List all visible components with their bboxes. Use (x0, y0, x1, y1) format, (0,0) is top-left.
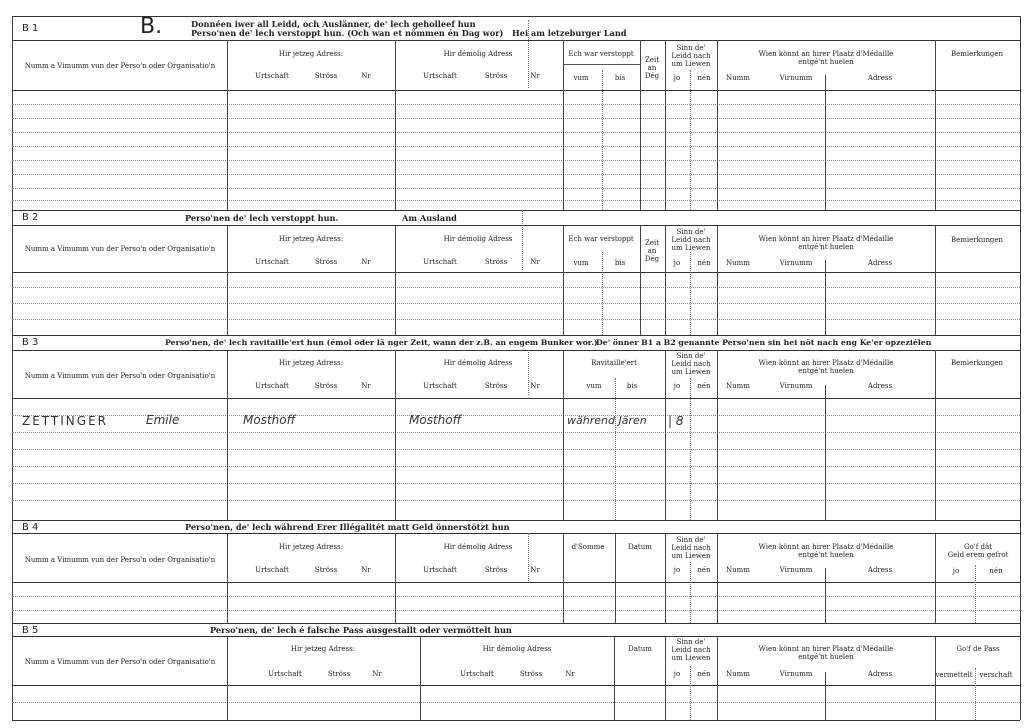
b5-header-street: Ströss (327, 670, 351, 678)
b4-header-medal-1: Wien könnt an hirer Plaatz d'Médaille (758, 543, 894, 551)
b5-header-pass: Go'f de Pass (956, 645, 1000, 653)
b4-header-current-address: Hir jetzeg Adress: (278, 543, 344, 551)
b1-header-yes: jo (673, 74, 681, 82)
b3-header-address: Adress (867, 382, 893, 390)
b5-header-locality: Urtschaft (268, 670, 302, 678)
entry-name: ZETTINGER (22, 414, 108, 428)
b2-header-no: nén (697, 259, 711, 267)
b2-header-street: Ströss (314, 258, 338, 266)
b1-header-number: Nr (361, 72, 371, 80)
b4-header-somme: d'Somme (571, 543, 605, 551)
entry-former-place: Mosthoff (409, 413, 462, 427)
b3-header-remarks: Bemierkungen (950, 359, 1004, 367)
b4-header-number-2: Nr (530, 566, 540, 574)
b1-header-locality: Urtschaft (255, 72, 289, 80)
b5-header-firstname: Virnumm (779, 670, 813, 678)
b4-header-suffered-3: um Liewen (671, 552, 711, 560)
section-b3-code: B 3 (22, 337, 39, 348)
b4-header-no-2: nén (989, 567, 1003, 575)
b1-header-no: nén (697, 74, 711, 82)
b1-header-medal-1: Wien könnt an hirer Plaatz d'Médaille (758, 50, 894, 58)
b5-header-medal-1: Wien könnt an hirer Plaatz d'Médaille (758, 645, 894, 653)
b5-header-former-address: Hir démolig Adress (482, 645, 552, 653)
b2-header-time-2: an (647, 247, 657, 255)
b2-header-locality-2: Urtschaft (423, 258, 457, 266)
b3-header-current-address: Hir jetzeg Adress: (278, 359, 344, 367)
b3-header-surname: Numm (726, 382, 750, 390)
section-b3-note: De' önner B1 a B2 genannte Perso'nen sin hei nöt nach eng Ke'er opzeziélen (596, 338, 932, 347)
b3-header-yes: jo (673, 382, 681, 390)
section-b1-code: B 1 (22, 23, 39, 34)
b4-header-locality: Urtschaft (255, 566, 289, 574)
b5-header-no: nén (697, 670, 711, 678)
b3-header-ravitailleert: Ravitaille'ert (591, 359, 637, 367)
b5-header-current-address: Hir jetzeg Adress: (290, 645, 356, 653)
section-b1-title-line2: Perso'nen de' lech verstoppt hun. (Och wan et nömmen én Dag wor) (191, 28, 504, 38)
b2-header-remarks: Bemierkungen (950, 236, 1004, 244)
section-b2-code: B 2 (22, 212, 39, 223)
b4-header-suffered-2: Leidd nach (671, 544, 711, 552)
b2-header-to: bis (614, 259, 626, 267)
b3-header-number: Nr (361, 382, 371, 390)
b1-header-time-3: Dég (644, 72, 660, 80)
b1-header-time-2: an (647, 64, 657, 72)
b4-header-medal-2: entgé'nt huelen (798, 551, 854, 559)
b4-header-street: Ströss (314, 566, 338, 574)
b1-header-surname: Numm (726, 74, 750, 82)
b3-header-medal-1: Wien könnt an hirer Plaatz d'Médaille (758, 359, 894, 367)
b1-header-name: Numm a Vimumm vun der Perso'n oder Organisatio'n (24, 62, 216, 70)
section-b5-code: B 5 (22, 625, 39, 636)
b2-header-current-address: Hir jetzeg Adress: (278, 235, 344, 243)
b3-header-street: Ströss (314, 382, 338, 390)
b5-header-suffered-1: Sinn de' (676, 638, 706, 646)
b5-header-surname: Numm (726, 670, 750, 678)
b1-header-address: Adress (867, 74, 893, 82)
b4-header-surname: Numm (726, 566, 750, 574)
entry-current-place: Mosthoff (243, 413, 296, 427)
b4-header-number: Nr (361, 566, 371, 574)
b1-header-to: bis (614, 74, 626, 82)
b3-header-firstname: Virnumm (779, 382, 813, 390)
b1-header-remarks: Bemierkungen (950, 50, 1004, 58)
b2-header-name: Numm a Vimumm vun der Perso'n oder Organisatio'n (24, 245, 216, 253)
section-b1-title-place: Hei am letzeburger Land (512, 28, 627, 38)
b2-header-yes: jo (673, 259, 681, 267)
b1-header-suffered-2: Leidd nach (671, 52, 711, 60)
b4-header-date: Datum (628, 543, 652, 551)
b3-header-suffered-1: Sinn de' (676, 352, 706, 360)
b4-header-street-2: Ströss (484, 566, 508, 574)
b1-header-suffered-3: um Liewen (671, 60, 711, 68)
b2-header-street-2: Ströss (484, 258, 508, 266)
b4-header-address: Adress (867, 566, 893, 574)
b5-header-date: Datum (628, 645, 652, 653)
b3-header-to: bis (626, 382, 638, 390)
b1-header-current-address: Hir jetzeg Adress: (278, 50, 344, 58)
b5-header-suffered-3: um Liewen (671, 654, 711, 662)
b4-header-name: Numm a Vimumm vun der Perso'n oder Organisatio'n (24, 556, 216, 564)
section-b5-title: Perso'nen, de' lech é falsche Pass ausgestallt oder vermöttelt hun (210, 625, 512, 635)
b3-header-suffered-3: um Liewen (671, 368, 711, 376)
entry-period: während Jären (567, 414, 647, 427)
b3-header-number-2: Nr (530, 382, 540, 390)
b3-header-locality-2: Urtschaft (423, 382, 457, 390)
b4-header-gott-2: Geld erem gefrot (947, 551, 1009, 559)
b5-header-name: Numm a Vimumm vun der Perso'n oder Organisatio'n (24, 658, 216, 666)
b1-header-firstname: Virnumm (779, 74, 813, 82)
b5-header-locality-2: Urtschaft (460, 670, 494, 678)
b5-header-yes: jo (673, 670, 681, 678)
b5-header-street-2: Ströss (519, 670, 543, 678)
b4-header-no: nén (697, 566, 711, 574)
b4-header-firstname: Virnumm (779, 566, 813, 574)
b2-header-suffered-2: Leidd nach (671, 236, 711, 244)
section-b3-title: Perso'nen, de' lech ravitaille'ert hun (émol oder lä nger Zeit, wann der z.B. an engem Bunker wor.) (165, 338, 598, 347)
b2-header-address: Adress (867, 259, 893, 267)
b1-header-street: Ströss (314, 72, 338, 80)
b5-header-number-2: Nr (565, 670, 575, 678)
b2-header-time-1: Zeit (644, 239, 660, 247)
b2-header-locality: Urtschaft (255, 258, 289, 266)
b1-header-former-address: Hir démolig Adress (443, 50, 513, 58)
b5-header-suffered-2: Leidd nach (671, 646, 711, 654)
entry-firstname: Emile (146, 413, 180, 427)
section-b-letter: B. (140, 14, 163, 39)
b3-header-suffered-2: Leidd nach (671, 360, 711, 368)
section-b1-title-line1: Donnéen iwer all Leidd, och Auslänner, de' lech geholleef hun (191, 19, 476, 29)
b2-header-medal-1: Wien könnt an hirer Plaatz d'Médaille (758, 235, 894, 243)
b5-header-medal-2: entgé'nt huelen (798, 653, 854, 661)
b1-header-number-2: Nr (530, 72, 540, 80)
b4-header-yes: jo (673, 566, 681, 574)
b2-header-hidden: Ech war verstoppt (568, 235, 634, 243)
b4-header-gott-1: Go'f dät (963, 543, 993, 551)
b1-header-street-2: Ströss (484, 72, 508, 80)
b4-header-locality-2: Urtschaft (423, 566, 457, 574)
entry-yes-mark: | 8 (668, 414, 684, 428)
section-b2-title-place: Am Ausland (402, 213, 457, 223)
b1-header-from: vum (573, 74, 589, 82)
b3-header-name: Numm a Vimumm vun der Perso'n oder Organisatio'n (24, 372, 216, 380)
b2-header-former-address: Hir démolig Adress (443, 235, 513, 243)
b2-header-medal-2: entgé'nt huelen (798, 243, 854, 251)
b4-header-yes-2: jo (952, 567, 960, 575)
b2-header-time-3: Dég (644, 255, 660, 263)
b2-header-suffered-1: Sinn de' (676, 228, 706, 236)
section-b4-title: Perso'nen, de' lech während Erer Illégalitét matt Geld önnerstötzt hun (185, 522, 510, 532)
b1-header-suffered-1: Sinn de' (676, 44, 706, 52)
section-b4-code: B 4 (22, 522, 39, 533)
b2-header-number: Nr (361, 258, 371, 266)
b3-header-locality: Urtschaft (255, 382, 289, 390)
b5-header-address: Adress (867, 670, 893, 678)
b1-header-time-1: Zeit (644, 56, 660, 64)
b5-header-vermettelt: vermettelt (935, 671, 973, 679)
b3-header-from: vum (586, 382, 602, 390)
b1-header-locality-2: Urtschaft (423, 72, 457, 80)
b4-header-suffered-1: Sinn de' (676, 536, 706, 544)
b5-header-number: Nr (372, 670, 382, 678)
b3-header-former-address: Hir démolig Adress (443, 359, 513, 367)
b5-header-verschaft: verschaft (979, 671, 1013, 679)
b2-header-number-2: Nr (530, 258, 540, 266)
b2-header-suffered-3: um Liewen (671, 244, 711, 252)
b2-header-firstname: Virnumm (779, 259, 813, 267)
b3-header-street-2: Ströss (484, 382, 508, 390)
section-b2-title: Perso'nen de' lech verstoppt hun. (185, 213, 339, 223)
b2-header-from: vum (573, 259, 589, 267)
b2-header-surname: Numm (726, 259, 750, 267)
b1-header-medal-2: entgé'nt huelen (798, 58, 854, 66)
b3-header-no: nén (697, 382, 711, 390)
b1-header-hidden: Ech war verstoppt (568, 50, 634, 58)
b3-header-medal-2: entgé'nt huelen (798, 367, 854, 375)
b4-header-former-address: Hir démolig Adress (443, 543, 513, 551)
